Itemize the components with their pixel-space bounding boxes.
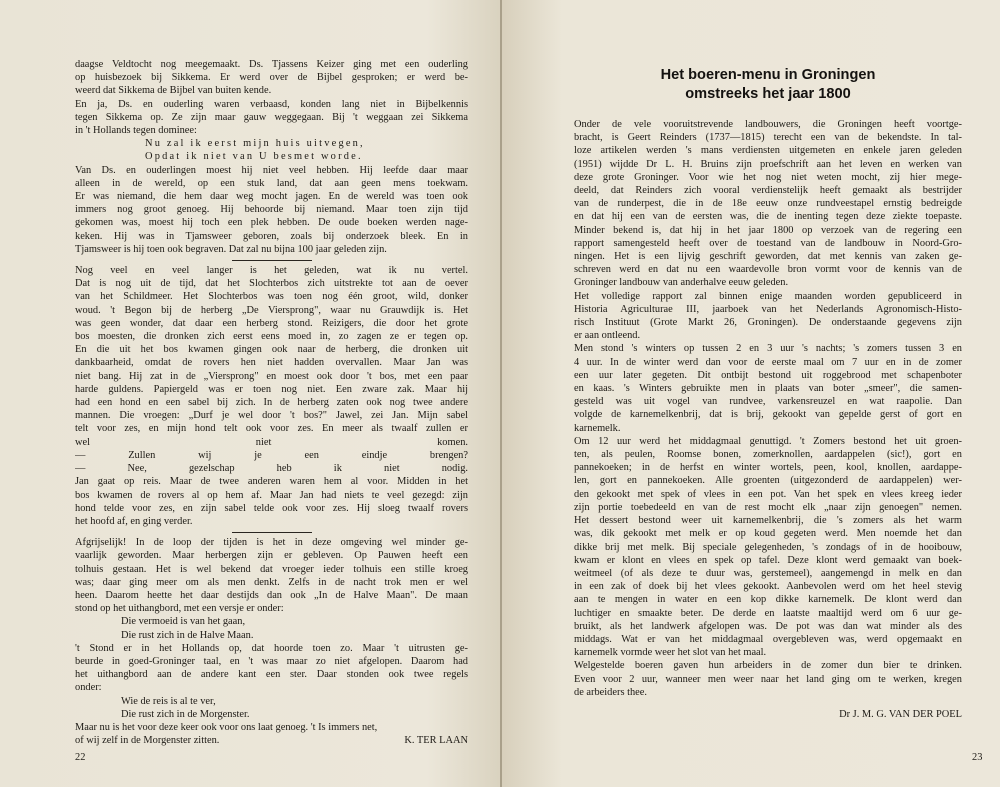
text-line: niet bang. Hij zat in de „Viersprong" en moest ook door 't bos, met een paar <box>75 370 468 382</box>
text-line: En die uit het bos kwamen gingen ook naar de herberg, die dronken uit <box>75 344 468 356</box>
right-page-text <box>574 118 962 721</box>
text-line: alleen in de wereld, op een stuk land, dat aan geen mens toekwam. <box>75 177 468 189</box>
text-line: Die rust zich in de Halve Maan. <box>121 629 254 641</box>
paragraph-rapport <box>574 290 962 343</box>
text-line: van de runderpest, die in de 18e eeuw onze rundveestapel ernstig bedreigde <box>574 198 962 210</box>
author-signature: K. TER LAAN <box>404 735 468 747</box>
text-line: gesteld was uit vogel van rundvee, varkensreuzel en wat raapolie. Dan <box>574 396 962 408</box>
text-line: karnemelk. <box>574 422 621 434</box>
text-line: dankbaarheid, omdat de rovers hen niet hadden overvallen. Maar Jan was <box>75 357 468 369</box>
text-line: bos kwamen de rovers al op hem af. Maar Jan had niets te veel gezegd: zijn <box>75 489 468 501</box>
text-line: ten, als peulen, Roomse bonen, zomerknollen, aardappelen (sic!), gort en <box>574 449 962 461</box>
text-line: mannen. Die vroegen: „Durf je wel door 't bos?" Jawel, zei Jan. Mijn sabel <box>75 410 468 422</box>
text-line: weerd dat Sikkema de Bijbel van buiten kende. <box>75 85 272 97</box>
text-line: en kaas. 's Winters gebruikte men in plaats van boter „smeer", die samen- <box>574 383 962 395</box>
verse-morgenster <box>75 695 468 721</box>
article-title-line-2: omstreeks het jaar 1800 <box>685 86 851 102</box>
text-line: Welgestelde boeren gaven hun arbeiders in de zomer dun bier te drinken. <box>574 660 962 672</box>
text-line: Het dessert bestond weer uit karnemelkenbrij, die 's zomers als het warm <box>574 515 962 527</box>
text-line: stond op het uithangbord, met een versje er onder: <box>75 603 284 615</box>
text-line: immers nog groot genoeg. Hij behoorde bij niemand. Maar toen zijn tijd <box>75 204 468 216</box>
text-line: Minder bekend is, dat hij in het jaar 1800 op verzoek van de regering een <box>574 224 962 236</box>
paragraph-geert-reinders <box>574 118 962 290</box>
text-line: gekomen was, moest hij toch een plek hebben. De oude boeken werden nage- <box>75 217 468 229</box>
text-line: het hoofd af, en ging verder. <box>75 515 193 527</box>
text-line: risch Instituut (Grote Markt 26, Groningen). De onderstaande gegevens zijn <box>574 317 962 329</box>
text-line: Wie de reis is al te ver, <box>121 695 216 707</box>
article-title <box>574 66 962 104</box>
text-line: volgde de karnemelkenbrij, dat is brij, gekookt van gepelde gerst of gort en <box>574 409 962 421</box>
text-line: Die vermoeid is van het gaan, <box>121 616 246 628</box>
text-line: Groninger landbouw van anderhalve eeuw geleden. <box>574 277 789 289</box>
text-line: Opdat ik niet van U besmet worde. <box>145 151 363 163</box>
right-page <box>502 0 1000 787</box>
text-line: keken. Hij was in Tjamsweer geboren, zoals bij onderzoek bleek. En in <box>75 230 468 242</box>
text-line: bos moesten, die dronken zich eerst eens moed in, zo zagen ze er tegen op. <box>75 331 468 343</box>
text-line: (1951) wijdde Dr L. H. Bruins zijn proefschrift aan het leven en werken van <box>574 158 962 170</box>
text-line: onder: <box>75 682 102 694</box>
text-line: Nog veel en veel langer is het geleden, wat ik nu vertel. <box>75 265 468 277</box>
text-line: heen. Daarom heette het daar destijds dan ook „In de Halve Maan". De maan <box>75 589 468 601</box>
paragraph-closing <box>75 721 468 734</box>
closing-line-with-author <box>75 734 468 747</box>
paragraph-bible-knowledge <box>75 98 468 138</box>
text-line: Maar nu is het voor deze keer ook voor ons laat genoeg. 't Is immers net, <box>75 721 378 733</box>
text-line: 4 uur. In de winter werd dan voor de eerste maal om 7 uur en in de zomer <box>574 356 962 368</box>
section-divider <box>75 528 468 536</box>
text-line: er aan ontleend. <box>574 330 641 342</box>
text-line: Jan gaat op reis. Maar de twee anderen waren hem al voor. Midden in het <box>75 476 468 488</box>
text-line: van het Schildmeer. Het Slochterbos was toen nog één groot, wild, donker <box>75 291 468 303</box>
text-line: harde guldens. Papiergeld was er toen nog niet. Een zware zak. Maar hij <box>75 383 468 395</box>
text-line: Van Ds. en ouderlingen moest hij niet veel hebben. Hij leefde daar maar <box>75 164 468 176</box>
verse-halve-maan <box>75 615 468 641</box>
text-line: Historia Agriculturae III, jaarboek van het Nederlands Agronomisch-Histo- <box>574 303 962 315</box>
paragraph-ontbijt <box>574 342 962 434</box>
paragraph-arbeiders <box>574 659 962 699</box>
text-line: deeld, dat Reinders zich vooral verdienstelijk heeft gemaakt als bestrijder <box>574 185 962 197</box>
text-line: dikke brij met melk. Bij speciale gelegenheden, 's zondags of in de hooibouw, <box>574 541 962 553</box>
text-line: Er was niemand, die hem daar weg mocht jagen. En de wereld was toen ook <box>75 191 468 203</box>
text-line: woud. 't Begon bij de herberg „De Viersprong", waar nu Grauwdijk is. Het <box>75 304 468 316</box>
text-line: — Nee, gezelschap heb ik niet nodig. <box>75 463 468 475</box>
text-line: daagse Veldtocht nog meegemaakt. Ds. Tjassens Keizer ging met een ouderling <box>75 59 468 70</box>
text-line: — Zullen wij je een eindje brengen? <box>75 449 468 461</box>
text-line: weitmeel (of als deze te duur was, gerstemeel), aangemengd in melk en dan <box>574 567 962 579</box>
text-line: had een hond en een sabel bij zich. In de herberg zaten ook nog twee andere <box>75 397 468 409</box>
text-line: luchtiger en smaakte beter. De derde en laatste maaltijd werd om 6 uur ge- <box>574 607 962 619</box>
text-line: was; daar ging meer om als men denkt. Zelfs in de nacht trok men er wel <box>75 576 468 588</box>
text-line: ningen. Het is een lijvig geschrift geworden, dat met kennis van zaken ge- <box>574 251 962 263</box>
text-line: beurde in goed-Groninger taal, en 't was maar zo niet afgelopen. Daarom had <box>75 655 468 667</box>
text-line: Afgrijselijk! In de loop der tijden is het in deze omgeving wel minder ge- <box>75 537 468 549</box>
paragraph-sikkema-alone <box>75 164 468 256</box>
text-line: deze grote Groninger. Voor wie het nog niet weten mocht, zij hier mege- <box>574 171 962 183</box>
text-line: 't Stond er in het Hollands op, dat hoorde toen zo. Maar 't uitrusten ge- <box>75 642 468 654</box>
text-line: karnemelk vormde weer het slot van het maal. <box>574 647 767 659</box>
paragraph-uithangbord <box>75 642 468 695</box>
text-line: schreven werd en dat nu een waardevolle bron vormt voor de kennis van de <box>574 264 962 276</box>
text-line: op huisbezoek bij Sikkema. Er werd over de Bijbel gesproken; er werd be- <box>75 72 468 84</box>
text-line: aan te mengen in water en een kop dikke karnemelk. De klont werd dan <box>574 594 962 606</box>
text-line: Onder de vele vooruitstrevende landbouwers, die Groningen heeft voortge- <box>574 119 962 130</box>
text-line: En ja, Ds. en ouderling waren verbaasd, konden lang niet in Bijbelkennis <box>75 98 468 110</box>
text-line: het uithangbord aan de andere kant een ster. Daar stonden ook twee regels <box>75 669 468 681</box>
closing-last-line: of wij zelf in de Morgenster zitten. <box>75 735 220 747</box>
text-line: telt voor zes, en mijn hond telt ook voor zes. En meer als twaalf zullen er <box>75 423 468 435</box>
paragraph-tolhuis <box>75 536 468 615</box>
text-line: Tjamsweer is hij toen ook begraven. Dat zal nu bijna 100 jaar geleden zijn. <box>75 243 387 255</box>
text-line: Dat is nog uit de tijd, dat het Slochterbos zich uitstrekte tot aan de oever <box>75 278 468 290</box>
page-number: 22 <box>75 752 86 763</box>
left-page-text <box>75 58 468 747</box>
article-title-line-1: Het boeren-menu in Groningen <box>660 67 876 83</box>
text-line: zijn portie toebedeeld en van de rest mocht elk „naar zijn genoegen" nemen. <box>574 501 962 513</box>
paragraph-sikkema-visit <box>75 58 468 98</box>
text-line: Even voor 2 uur, wanneer men weer naar het land ging om te werken, kregen <box>574 673 962 685</box>
text-line: een uur later gegeten. Dit ontbijt bestond uit roggebrood met schapenboter <box>574 369 962 381</box>
text-line: middags. Wat er van het middagmaal overgebleven was, werd opgemaakt en <box>574 633 962 645</box>
text-line: Nu zal ik eerst mijn huis uitvegen, <box>145 138 365 150</box>
text-line: tegen Sikkema op. Ze zijn maar gauw weggegaan. Bij 't weggaan zei Sikkema <box>75 111 468 123</box>
page-number: 23 <box>972 752 983 763</box>
text-line: bracht, is Geert Reinders (1737—1815) terecht een van de bekendste. In tal- <box>574 132 962 144</box>
text-line: vaarlijk geworden. Maar herbergen zijn er gebleven. Op Pauwen heeft een <box>75 550 468 562</box>
text-line: wel niet komen. <box>75 436 468 448</box>
paragraph-slochterbos-story <box>75 264 468 528</box>
text-line: rapport samengesteld heeft over de toestand van de landbouw in Noord-Gro- <box>574 237 962 249</box>
text-line: en dat hij een van de eersten was, die de inenting tegen deze ziekte toepaste. <box>574 211 962 223</box>
text-line: Om 12 uur werd het middagmaal genuttigd. 't Zomers bestond het uit groen- <box>574 435 962 447</box>
text-line: tolhuis gestaan. Het is wel bekend dat vroeger ieder tolhuis een stille kroeg <box>75 563 468 575</box>
text-line: was, dik gekookt met melk er op koud gegeten werd. Men noemde het dan <box>574 528 962 540</box>
text-line: in 't Hollands tegen dominee: <box>75 125 197 137</box>
text-line: in een zak of doek bij het vlees gekookt. Aanbevolen werd om het heel stevig <box>574 581 962 593</box>
text-line: Het volledige rapport zal binnen enige maanden worden gepubliceerd in <box>574 290 962 302</box>
text-line: den gekookt met spek of vlees in een pot. Van het spek en vlees kreeg ieder <box>574 488 962 500</box>
text-line: Die rust zich in de Morgenster. <box>121 708 250 720</box>
paragraph-middagmaal <box>574 435 962 659</box>
text-line: kwam er klont en vlees en spek op tafel. Deze klont werd gemaakt van boek- <box>574 554 962 566</box>
text-line: hond telde voor zes, en zijn sabel telde ook voor zes. Hij sloeg twaalf rovers <box>75 502 468 514</box>
text-line: Men stond 's winters op tussen 2 en 3 uur 's nachts; 's zomers tussen 3 en <box>574 343 962 355</box>
text-line: de arbeiders thee. <box>574 686 647 698</box>
text-line: was geen wonder, dat daar een herberg stond. Reizigers, die door het grote <box>75 317 468 329</box>
text-line: len, gort en pannekoeken. Alle groenten (uitgezonderd de aardappelen) wer- <box>574 475 962 487</box>
text-line: pannekoeken; in de herfst en winter wortels, peen, kool, knollen, aardappe- <box>574 462 962 474</box>
author-signature: Dr J. M. G. VAN DER POEL <box>839 708 962 720</box>
spaced-quote <box>75 137 468 163</box>
text-line: bruikt, als het landwerk afgelopen was. De pot was dan wat minder als des <box>574 620 962 632</box>
section-divider <box>75 256 468 264</box>
text-line: loze artikelen werden 's mans verdiensten uitgemeten en enkele jaren geleden <box>574 145 962 157</box>
